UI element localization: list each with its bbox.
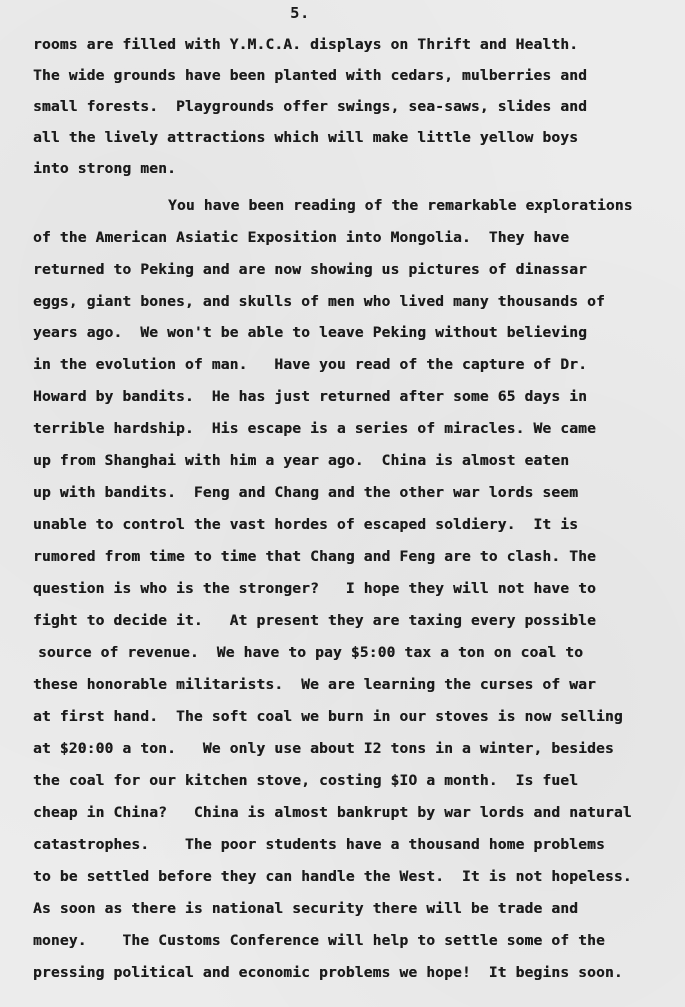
text-line: in the evolution of man. Have you read of the capture of Dr.	[33, 356, 588, 373]
text-line: the coal for our kitchen stove, costing $IO a month. Is fuel	[33, 772, 579, 789]
text-line: money. The Customs Conference will help to settle some of the	[33, 932, 605, 949]
text-line: question is who is the stronger? I hope they will not have to	[33, 580, 596, 597]
text-line: to be settled before they can handle the West. It is not hopeless.	[33, 868, 632, 885]
text-line: Howard by bandits. He has just returned after some 65 days in	[33, 388, 588, 405]
text-line: of the American Asiatic Exposition into Mongolia. They have	[33, 229, 570, 246]
text-line: at $20:00 a ton. We only use about I2 tons in a winter, besides	[33, 740, 614, 757]
text-line: small forests. Playgrounds offer swings, sea-saws, slides and	[33, 98, 588, 115]
text-line: returned to Peking and are now showing us pictures of dinassar	[33, 261, 588, 278]
text-line: pressing political and economic problems we hope! It begins soon.	[33, 964, 623, 981]
text-line: years ago. We won't be able to leave Peking without believing	[33, 324, 588, 341]
page-number: 5.	[290, 4, 310, 22]
text-line: source of revenue. We have to pay $5:00 tax a ton on coal to	[38, 644, 584, 661]
text-line: fight to decide it. At present they are taxing every possible	[33, 612, 596, 629]
text-line: at first hand. The soft coal we burn in our stoves is now selling	[33, 708, 623, 725]
text-line: You have been reading of the remarkable explorations	[168, 197, 633, 214]
text-line: rumored from time to time that Chang and Feng are to clash. The	[33, 548, 596, 565]
text-line: all the lively attractions which will make little yellow boys	[33, 129, 579, 146]
text-line: up with bandits. Feng and Chang and the other war lords seem	[33, 484, 579, 501]
text-line: these honorable militarists. We are learning the curses of war	[33, 676, 596, 693]
text-line: into strong men.	[33, 160, 176, 177]
text-line: cheap in China? China is almost bankrupt by war lords and natural	[33, 804, 632, 821]
text-line: up from Shanghai with him a year ago. China is almost eaten	[33, 452, 570, 469]
text-line: As soon as there is national security there will be trade and	[33, 900, 579, 917]
text-line: rooms are filled with Y.M.C.A. displays on Thrift and Health.	[33, 36, 579, 53]
text-line: unable to control the vast hordes of escaped soldiery. It is	[33, 516, 579, 533]
text-line: eggs, giant bones, and skulls of men who lived many thousands of	[33, 293, 605, 310]
text-line: terrible hardship. His escape is a series of miracles. We came	[33, 420, 596, 437]
text-line: catastrophes. The poor students have a thousand home problems	[33, 836, 605, 853]
text-line: The wide grounds have been planted with cedars, mulberries and	[33, 67, 588, 84]
